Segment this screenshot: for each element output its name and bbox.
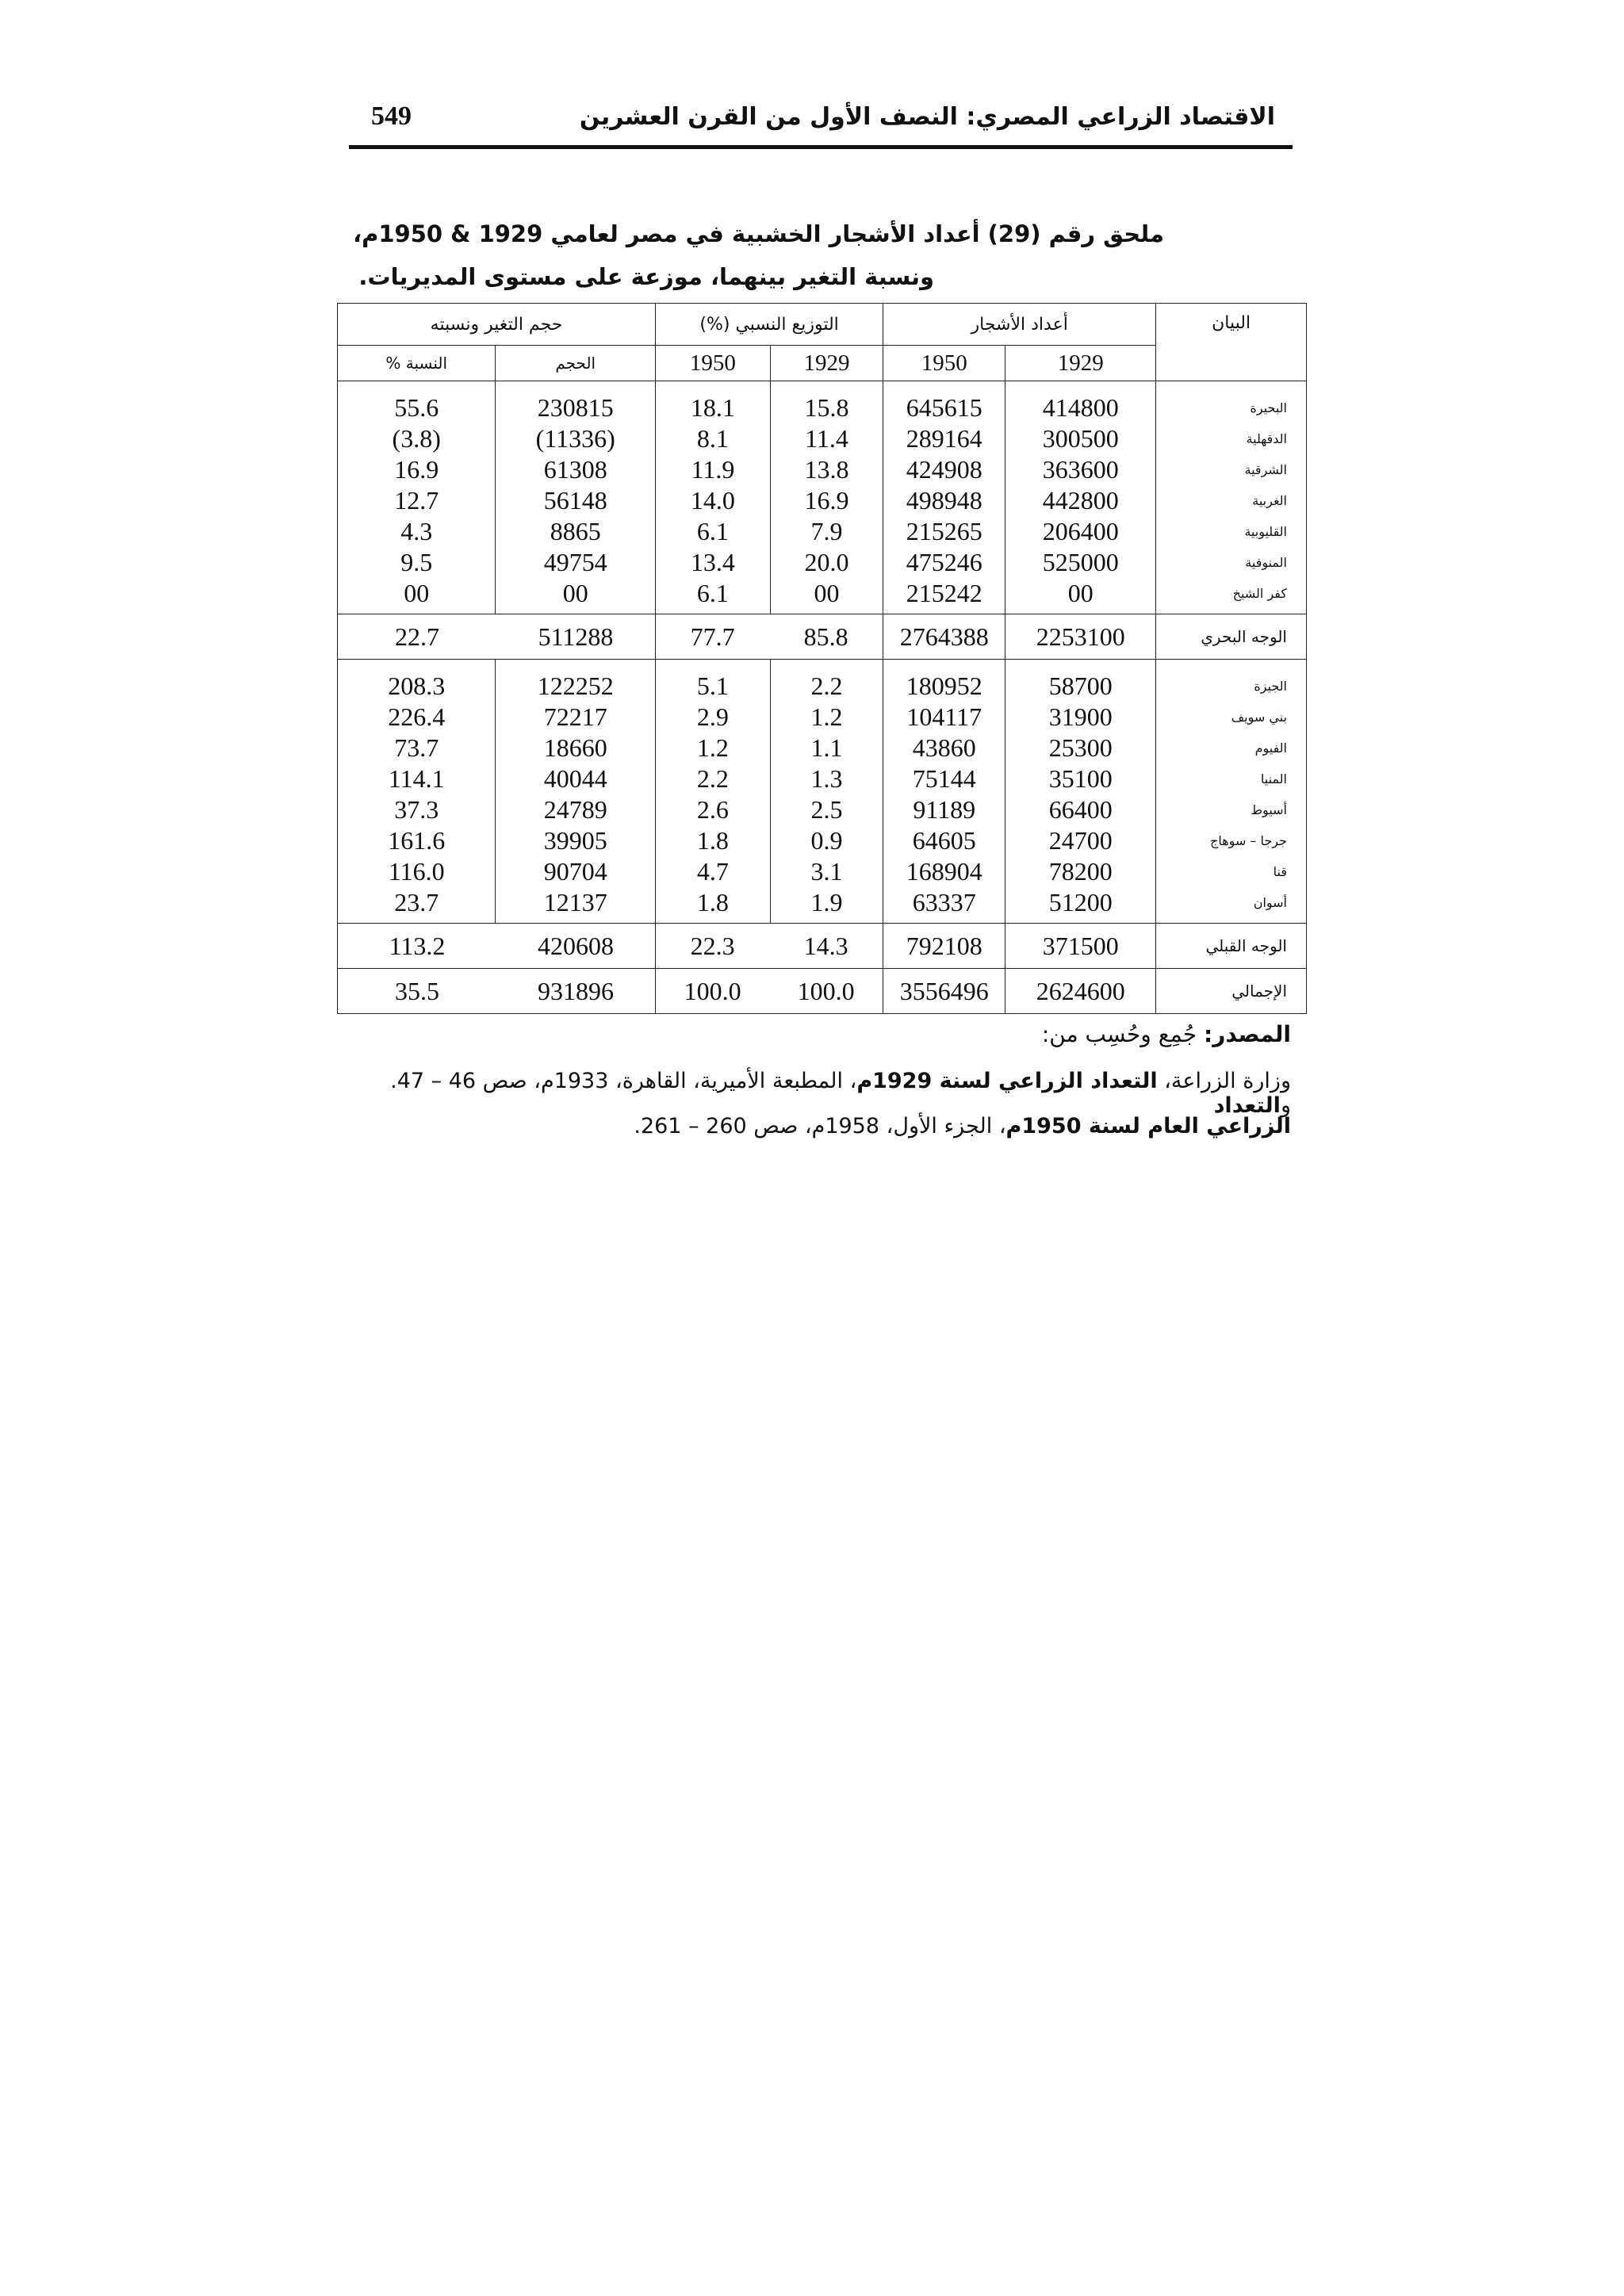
table-row: [338, 733, 1307, 763]
cell-d1929: 3.1: [770, 856, 883, 887]
cell-d1950: 1.8: [656, 825, 771, 856]
row-label: الدقهلية: [1156, 423, 1307, 454]
cell-c1929: 24700: [1005, 825, 1156, 856]
cell-c1929: 525000: [1005, 547, 1156, 578]
cell-d1929: 1.3: [770, 763, 883, 794]
table-row: [338, 825, 1307, 856]
cell-vol: 61308: [496, 454, 656, 485]
cell-d1950: 11.9: [656, 454, 771, 485]
ref-end: ، الجزء الأول، 1958م، صص 260 – 261.: [634, 1114, 1006, 1138]
cell-c1929: 25300: [1005, 733, 1156, 763]
cell-pct: 55.6: [338, 381, 496, 424]
cell-c1950: 475246: [883, 547, 1005, 578]
dist-1929-header: 1929: [770, 346, 883, 381]
cell-c1950: 43860: [883, 733, 1005, 763]
cell-d1950: 2.6: [656, 794, 771, 825]
dist-1950-header: 1950: [656, 346, 771, 381]
page-number: 549: [371, 101, 412, 131]
cell-d1929: 14.3: [803, 931, 848, 960]
cell-d1950: 2.9: [656, 702, 771, 733]
cell-c1950: 498948: [883, 485, 1005, 516]
table-row: [338, 547, 1307, 578]
cell-d1950: 2.2: [656, 763, 771, 794]
cell-change-merged: [338, 924, 656, 969]
cell-vol: 90704: [496, 856, 656, 887]
cell-d1950: 77.7: [690, 622, 735, 651]
cell-c1950: 645615: [883, 381, 1005, 424]
row-label: الوجه البحري: [1156, 614, 1307, 660]
row-label: أسيوط: [1156, 794, 1307, 825]
cell-vol: 511288: [538, 622, 614, 651]
table-row: [338, 763, 1307, 794]
volume-header: الحجم: [496, 346, 656, 381]
cell-d1929: 15.8: [770, 381, 883, 424]
cell-vol: 56148: [496, 485, 656, 516]
ratio-header: النسبة %: [338, 346, 496, 381]
row-label: البحيرة: [1156, 381, 1307, 424]
cell-vol: 12137: [496, 887, 656, 924]
cell-d1950: 6.1: [656, 578, 771, 614]
table-row: [338, 485, 1307, 516]
table-row: [338, 794, 1307, 825]
source-label: المصدر:: [1204, 1021, 1291, 1047]
table-row: [338, 660, 1307, 702]
cell-d1929: 16.9: [770, 485, 883, 516]
ref-title-1950-part1: التعداد: [1213, 1093, 1281, 1118]
cell-pct: 22.7: [395, 622, 439, 651]
cell-d1950: 4.7: [656, 856, 771, 887]
cell-pct: 9.5: [338, 547, 496, 578]
cell-vol: 72217: [496, 702, 656, 733]
cell-pct: 37.3: [338, 794, 496, 825]
cell-pct: 161.6: [338, 825, 496, 856]
row-label: الغربية: [1156, 485, 1307, 516]
source-line: [1042, 1021, 1291, 1047]
row-label: الجيزة: [1156, 660, 1307, 702]
col-label-header: البيان: [1156, 304, 1307, 381]
cell-c1929: 58700: [1005, 660, 1156, 702]
reference-line-2: [353, 1114, 1291, 1138]
cell-pct: 16.9: [338, 454, 496, 485]
cell-c1950: 289164: [883, 423, 1005, 454]
cell-c1929: 35100: [1005, 763, 1156, 794]
table-caption-line1: ملحق رقم (29) أعداد الأشجار الخشبية في مصر لعامي 1929 & 1950م،: [353, 220, 1164, 247]
cell-c1929: 442800: [1005, 485, 1156, 516]
cell-d1929: 20.0: [770, 547, 883, 578]
cell-vol: 122252: [496, 660, 656, 702]
table-row: [338, 578, 1307, 614]
cell-d1929: 00: [770, 578, 883, 614]
table-row: [338, 454, 1307, 485]
table-row: [338, 516, 1307, 547]
cell-d1929: 1.1: [770, 733, 883, 763]
row-label: الإجمالي: [1156, 969, 1307, 1014]
cell-dist-merged: [656, 969, 883, 1014]
cell-c1929: 66400: [1005, 794, 1156, 825]
cell-vol: 931896: [538, 976, 615, 1005]
cell-pct: 23.7: [338, 887, 496, 924]
cell-d1950: 1.2: [656, 733, 771, 763]
cell-pct: 00: [338, 578, 496, 614]
cell-c1929: 300500: [1005, 423, 1156, 454]
cell-vol: 420608: [538, 931, 615, 960]
row-label: الوجه القبلي: [1156, 924, 1307, 969]
cell-pct: 12.7: [338, 485, 496, 516]
cell-c1929: 31900: [1005, 702, 1156, 733]
cell-d1929: 100.0: [797, 976, 855, 1005]
cell-pct: 114.1: [338, 763, 496, 794]
cell-c1950: 168904: [883, 856, 1005, 887]
cell-change-merged: [338, 969, 656, 1014]
group-dist-header: التوزيع النسبي (%): [656, 304, 883, 346]
cell-c1950: 2764388: [883, 614, 1005, 660]
cell-c1950: 91189: [883, 794, 1005, 825]
ref-mid: ، المطبعة الأميرية، القاهرة، 1933م، صص 46 – 47. و: [390, 1069, 1291, 1118]
cell-d1929: 2.2: [770, 660, 883, 702]
header-rule: [349, 145, 1293, 149]
table-caption-line2: ونسبة التغير بينهما، موزعة على مستوى المديريات.: [358, 263, 934, 290]
cell-d1929: 1.9: [770, 887, 883, 924]
cell-d1929: 11.4: [770, 423, 883, 454]
group-counts-header: أعداد الأشجار: [883, 304, 1156, 346]
cell-c1929: 51200: [1005, 887, 1156, 924]
cell-vol: (11336): [496, 423, 656, 454]
header-row-groups: [338, 304, 1307, 346]
cell-d1929: 7.9: [770, 516, 883, 547]
cell-vol: 24789: [496, 794, 656, 825]
cell-d1950: 14.0: [656, 485, 771, 516]
cell-dist-merged: [656, 924, 883, 969]
row-label: كفر الشيخ: [1156, 578, 1307, 614]
table-row: [338, 702, 1307, 733]
cell-c1950: 104117: [883, 702, 1005, 733]
cell-d1929: 85.8: [803, 622, 848, 651]
cell-c1950: 792108: [883, 924, 1005, 969]
cell-d1950: 18.1: [656, 381, 771, 424]
table-row: [338, 381, 1307, 424]
cell-c1929: 414800: [1005, 381, 1156, 424]
cell-vol: 18660: [496, 733, 656, 763]
cell-pct: 208.3: [338, 660, 496, 702]
cell-pct: (3.8): [338, 423, 496, 454]
cell-dist-merged: [656, 614, 883, 660]
counts-1929-header: 1929: [1005, 346, 1156, 381]
cell-vol: 49754: [496, 547, 656, 578]
grand-total-row: [338, 969, 1307, 1014]
cell-vol: 40044: [496, 763, 656, 794]
cell-pct: 4.3: [338, 516, 496, 547]
reference-line-1: [353, 1069, 1291, 1118]
cell-d1929: 1.2: [770, 702, 883, 733]
table-row: [338, 887, 1307, 924]
row-label: جرجا – سوهاج: [1156, 825, 1307, 856]
cell-vol: 00: [496, 578, 656, 614]
row-label: الفيوم: [1156, 733, 1307, 763]
cell-pct: 116.0: [338, 856, 496, 887]
row-label: بني سويف: [1156, 702, 1307, 733]
cell-pct: 113.2: [389, 931, 446, 960]
cell-d1950: 13.4: [656, 547, 771, 578]
cell-pct: 226.4: [338, 702, 496, 733]
counts-1950-header: 1950: [883, 346, 1005, 381]
cell-d1950: 8.1: [656, 423, 771, 454]
cell-d1929: 2.5: [770, 794, 883, 825]
group-change-header: حجم التغير ونسبته: [338, 304, 656, 346]
cell-c1950: 75144: [883, 763, 1005, 794]
cell-change-merged: [338, 614, 656, 660]
cell-d1950: 100.0: [684, 976, 741, 1005]
running-title: الاقتصاد الزراعي المصري: النصف الأول من القرن العشرين: [579, 103, 1275, 131]
ref-title-1929: التعداد الزراعي لسنة 1929م: [856, 1069, 1158, 1093]
table-row: [338, 856, 1307, 887]
cell-c1929: 2253100: [1005, 614, 1156, 660]
cell-vol: 230815: [496, 381, 656, 424]
cell-d1950: 22.3: [690, 931, 735, 960]
cell-c1950: 3556496: [883, 969, 1005, 1014]
cell-vol: 8865: [496, 516, 656, 547]
cell-pct: 35.5: [395, 976, 439, 1005]
cell-c1950: 64605: [883, 825, 1005, 856]
cell-c1929: 78200: [1005, 856, 1156, 887]
row-label: القليوبية: [1156, 516, 1307, 547]
cell-d1929: 13.8: [770, 454, 883, 485]
row-label: الشرقية: [1156, 454, 1307, 485]
cell-c1929: 00: [1005, 578, 1156, 614]
table-row: [338, 423, 1307, 454]
cell-c1950: 180952: [883, 660, 1005, 702]
cell-d1929: 0.9: [770, 825, 883, 856]
cell-c1929: 2624600: [1005, 969, 1156, 1014]
cell-c1929: 363600: [1005, 454, 1156, 485]
cell-c1950: 215242: [883, 578, 1005, 614]
cell-d1950: 1.8: [656, 887, 771, 924]
trees-table: [337, 303, 1307, 1014]
cell-pct: 73.7: [338, 733, 496, 763]
north-total-row: [338, 614, 1307, 660]
ref-prefix: وزارة الزراعة،: [1157, 1069, 1291, 1093]
source-text: جُمِع وحُسِب من:: [1041, 1021, 1197, 1047]
cell-c1929: 206400: [1005, 516, 1156, 547]
row-label: المنوفية: [1156, 547, 1307, 578]
ref-title-1950-part2: الزراعي العام لسنة 1950م: [1005, 1114, 1291, 1138]
south-total-row: [338, 924, 1307, 969]
cell-c1950: 215265: [883, 516, 1005, 547]
row-label: المنيا: [1156, 763, 1307, 794]
cell-c1929: 371500: [1005, 924, 1156, 969]
row-label: أسوان: [1156, 887, 1307, 924]
cell-d1950: 5.1: [656, 660, 771, 702]
row-label: قنا: [1156, 856, 1307, 887]
cell-vol: 39905: [496, 825, 656, 856]
cell-c1950: 424908: [883, 454, 1005, 485]
cell-d1950: 6.1: [656, 516, 771, 547]
cell-c1950: 63337: [883, 887, 1005, 924]
